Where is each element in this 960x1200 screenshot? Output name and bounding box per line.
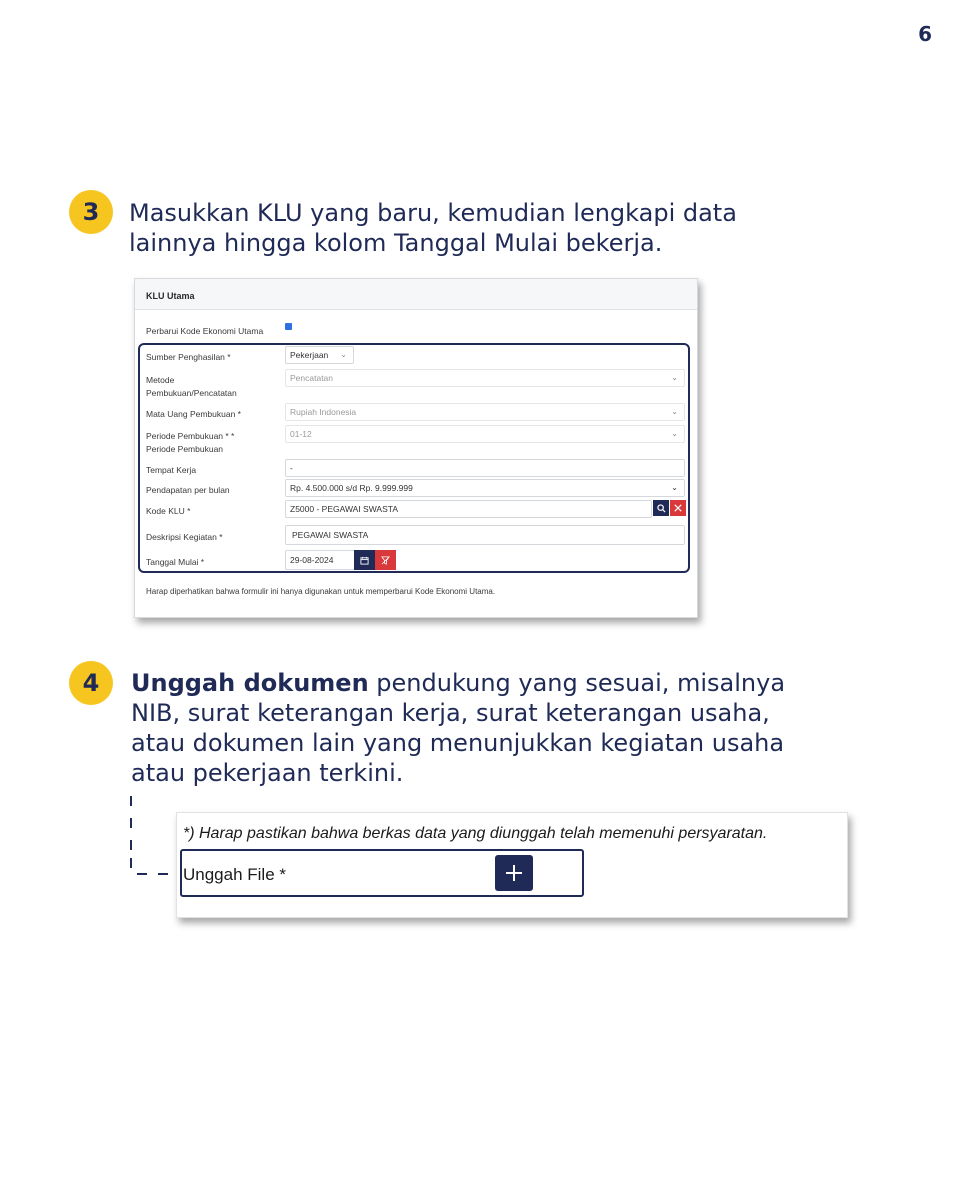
klu-clear-button[interactable] <box>670 500 686 516</box>
step-4-bold: Unggah dokumen <box>131 669 369 697</box>
checkbox-label: Perbarui Kode Ekonomi Utama <box>146 326 264 336</box>
upload-card <box>176 812 848 918</box>
mata-uang-select[interactable] <box>285 403 685 421</box>
upload-field <box>180 849 584 897</box>
step-badge-3: 3 <box>69 190 113 234</box>
step-4-text <box>131 668 821 788</box>
periode-label-1: Periode Pembukuan * * <box>146 431 235 441</box>
deskripsi-value: PEGAWAI SWASTA <box>292 530 369 540</box>
step-3 <box>69 190 809 258</box>
step-4 <box>69 661 829 788</box>
upload-label: Unggah File * <box>183 865 287 884</box>
search-icon <box>657 504 666 513</box>
chevron-down-icon: ⌄ <box>671 373 678 382</box>
mata-uang-value: Rupiah Indonesia <box>290 407 357 417</box>
upload-note: *) Harap pastikan bahwa berkas data yang diunggah telah memenuhi persyaratan. <box>183 825 768 842</box>
periode-select[interactable] <box>285 425 685 443</box>
calendar-icon <box>360 556 369 565</box>
periode-value: 01-12 <box>290 429 312 439</box>
form-note: Harap diperhatikan bahwa formulir ini hanya digunakan untuk memperbarui Kode Ekonomi Utama. <box>146 587 496 596</box>
connector-dash <box>137 873 147 875</box>
tanggal-input[interactable] <box>285 550 355 570</box>
chevron-down-icon: ⌄ <box>340 350 347 359</box>
tempat-value: - <box>290 463 293 473</box>
update-checkbox[interactable] <box>285 323 292 330</box>
connector-dash <box>158 873 168 875</box>
metode-label-2: Pembukuan/Pencatatan <box>146 388 237 398</box>
sumber-select[interactable] <box>285 346 354 364</box>
periode-label-2: Periode Pembukuan <box>146 444 224 454</box>
step-3-text: Masukkan KLU yang baru, kemudian lengkapi data lainnya hingga kolom Tanggal Mulai bekerja. <box>129 199 737 257</box>
calendar-button[interactable] <box>354 550 375 570</box>
tempat-label: Tempat Kerja <box>146 465 197 475</box>
klu-label: Kode KLU * <box>146 506 191 516</box>
upload-add-button[interactable] <box>495 855 533 891</box>
mata-uang-label: Mata Uang Pembukuan * <box>146 409 241 419</box>
clear-filter-button[interactable] <box>375 550 396 570</box>
chevron-down-icon: ⌄ <box>671 429 678 438</box>
deskripsi-label: Deskripsi Kegiatan * <box>146 532 223 542</box>
tanggal-label: Tanggal Mulai * <box>146 557 205 567</box>
chevron-down-icon: ⌄ <box>671 483 678 492</box>
connector-dash <box>130 858 132 868</box>
metode-value: Pencatatan <box>290 373 334 383</box>
step-badge-4: 4 <box>69 661 113 705</box>
klu-search-button[interactable] <box>653 500 669 516</box>
pendapatan-select[interactable] <box>285 479 685 497</box>
deskripsi-input[interactable] <box>285 525 685 545</box>
form-header: KLU Utama <box>135 279 697 310</box>
chevron-down-icon: ⌄ <box>671 407 678 416</box>
klu-value: Z5000 - PEGAWAI SWASTA <box>290 504 399 514</box>
klu-form-card <box>134 278 698 618</box>
pendapatan-value: Rp. 4.500.000 s/d Rp. 9.999.999 <box>290 483 413 493</box>
pendapatan-label: Pendapatan per bulan <box>146 485 230 495</box>
klu-input[interactable] <box>285 500 652 518</box>
step-4-rest: pendukung yang sesuai, misalnya NIB, surat keterangan kerja, surat keterangan usaha, atau dokumen lain yang menunjukkan kegiatan usaha atau pekerjaan terkini. <box>131 669 786 787</box>
page-number: 6 <box>918 22 932 46</box>
filter-clear-icon <box>381 556 390 565</box>
sumber-label: Sumber Penghasilan * <box>146 352 231 362</box>
plus-icon <box>505 864 523 882</box>
tempat-input[interactable] <box>285 459 685 477</box>
tanggal-value: 29-08-2024 <box>290 555 334 565</box>
connector-dash <box>130 818 132 828</box>
metode-label-1: Metode <box>146 375 175 385</box>
close-icon <box>674 504 682 512</box>
connector-dash <box>130 840 132 850</box>
connector-dash <box>130 796 132 806</box>
metode-select[interactable] <box>285 369 685 387</box>
sumber-value: Pekerjaan <box>290 350 329 360</box>
